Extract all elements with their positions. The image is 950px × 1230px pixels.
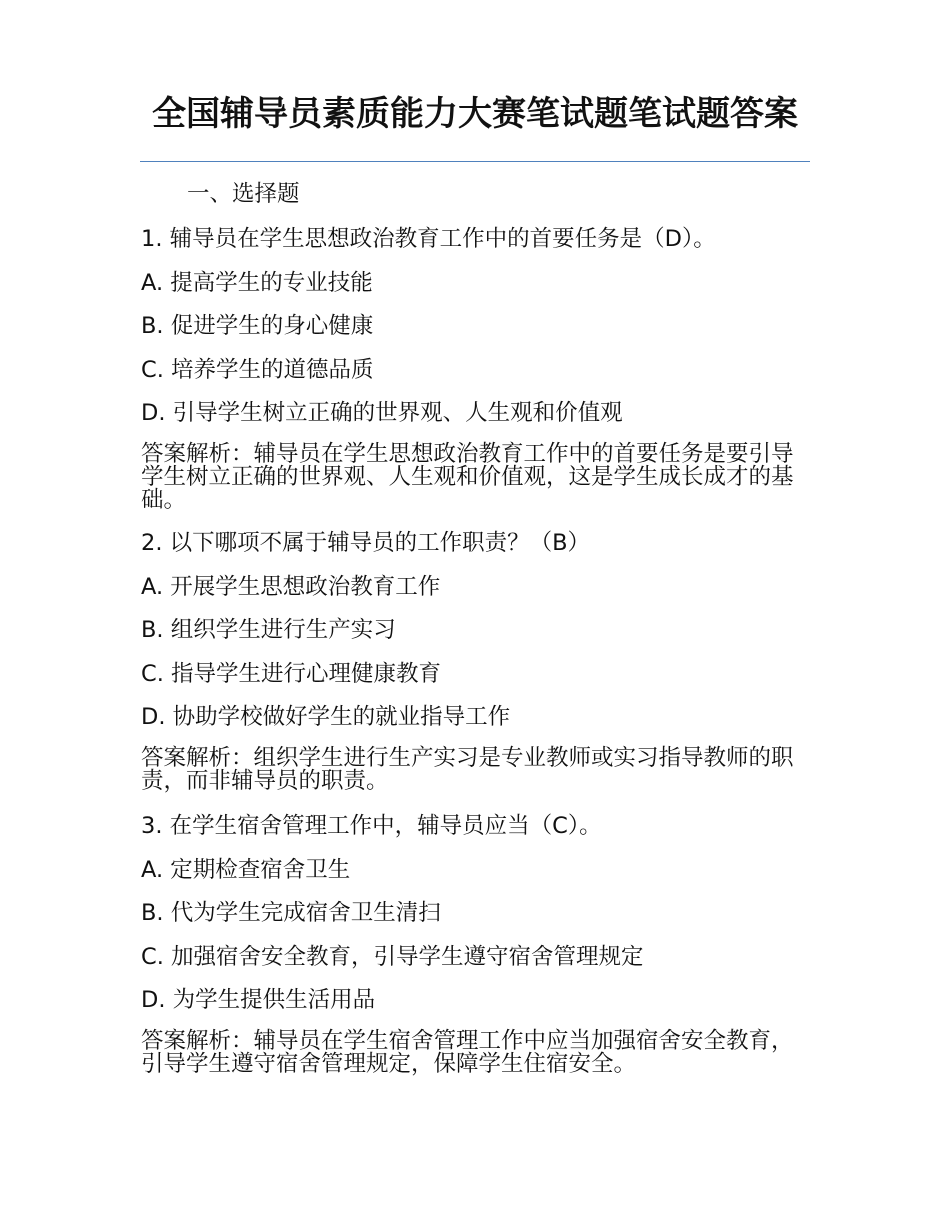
q3-option-b: B. 代为学生完成宿舍卫生清扫 [141, 900, 441, 926]
q2-option-b: B. 组织学生进行生产实习 [141, 617, 396, 643]
q2-option-d: D. 协助学校做好学生的就业指导工作 [141, 704, 511, 730]
q1-option-d: D. 引导学生树立正确的世界观、人生观和价值观 [141, 400, 623, 426]
question-2: 2. 以下哪项不属于辅导员的工作职责？（B） [141, 530, 591, 556]
q1-option-b: B. 促进学生的身心健康 [141, 313, 374, 339]
q3-answer-analysis: 答案解析：辅导员在学生宿舍管理工作中应当加强宿舍安全教育，引导学生遵守宿舍管理规定，保障学生住宿安全。 [141, 1028, 794, 1077]
question-1: 1. 辅导员在学生思想政治教育工作中的首要任务是（D）。 [141, 226, 716, 252]
q3-option-c: C. 加强宿舍安全教育，引导学生遵守宿舍管理规定 [141, 944, 644, 970]
q2-answer-analysis: 答案解析：组织学生进行生产实习是专业教师或实习指导教师的职责，而非辅导员的职责。 [141, 745, 794, 794]
q1-option-c: C. 培养学生的道德品质 [141, 357, 374, 383]
document-title: 全国辅导员素质能力大赛笔试题笔试题答案 [152, 94, 798, 134]
q1-answer-analysis: 答案解析：辅导员在学生思想政治教育工作中的首要任务是要引导学生树立正确的世界观、人生观和价值观，这是学生成长成才的基础。 [141, 441, 794, 513]
section-heading: 一、选择题 [187, 181, 300, 207]
q1-option-a: A. 提高学生的专业技能 [141, 270, 373, 296]
q2-option-a: A. 开展学生思想政治教育工作 [141, 574, 441, 600]
q2-option-c: C. 指导学生进行心理健康教育 [141, 661, 442, 687]
title-divider [140, 161, 810, 162]
q3-option-a: A. 定期检查宿舍卫生 [141, 857, 351, 883]
question-3: 3. 在学生宿舍管理工作中，辅导员应当（C）。 [141, 813, 602, 839]
q3-option-d: D. 为学生提供生活用品 [141, 987, 376, 1013]
